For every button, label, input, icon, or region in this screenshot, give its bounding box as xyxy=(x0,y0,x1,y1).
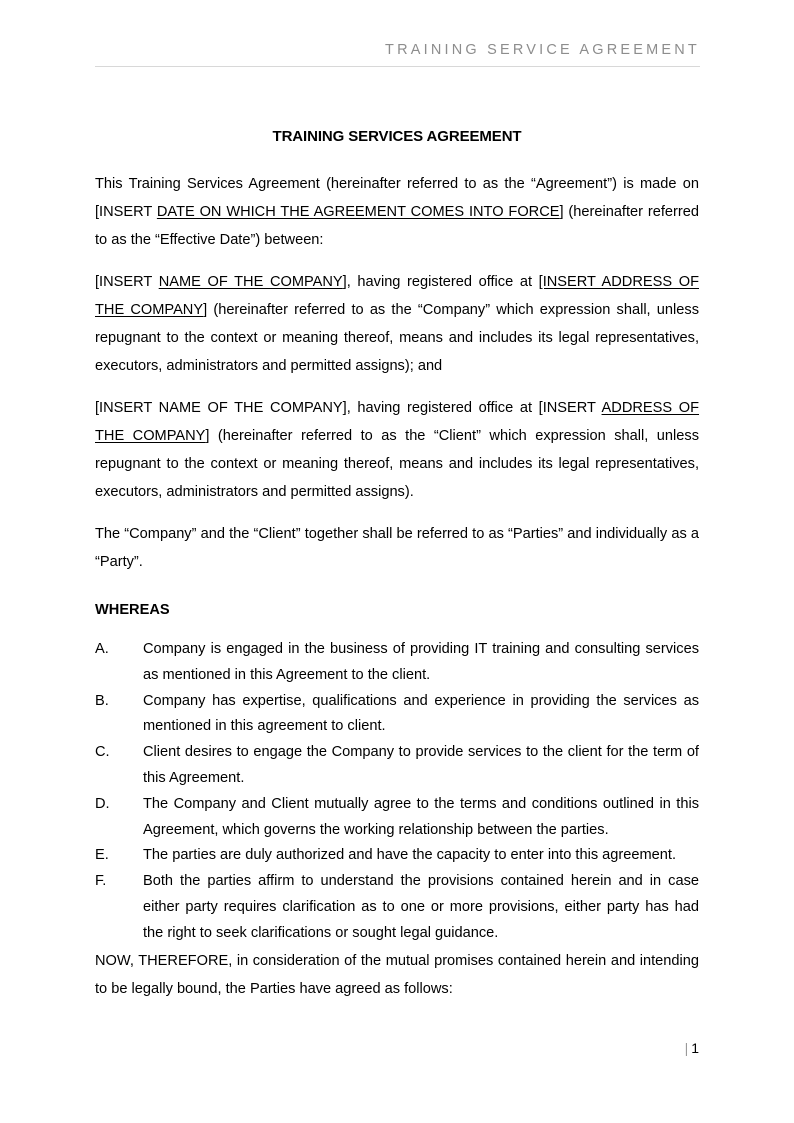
placeholder-company-address: [INSERT ADDRESS OF THE COMPANY xyxy=(95,274,699,318)
list-item-text: Company has expertise, qualifications and experience in providing the services as mentioned in this agreement to client. xyxy=(143,692,699,735)
document-footer xyxy=(95,1038,699,1058)
list-item-marker: D. xyxy=(95,795,110,812)
placeholder-effective-date: DATE ON WHICH THE AGREEMENT COMES INTO FORCE xyxy=(156,204,560,220)
list-item-text: Both the parties affirm to understand the provisions contained herein and in case either party requires clarification as to one or more provisions, either party has had the right to seek clarifications or sought legal guidance. xyxy=(143,873,699,941)
company-text-1: [INSERT xyxy=(95,274,159,290)
list-item-text: Company is engaged in the business of providing IT training and consulting services as mentioned in this Agreement to the client. xyxy=(143,641,699,683)
footer-separator: | xyxy=(684,1040,689,1056)
placeholder-client-address: ADDRESS OF THE COMPANY xyxy=(95,400,700,444)
whereas-heading: WHEREAS xyxy=(95,602,170,618)
list-item-marker: E. xyxy=(95,847,109,864)
list-item-marker: A. xyxy=(95,641,109,657)
paragraph-agreement-intro xyxy=(95,170,699,254)
header-divider xyxy=(95,66,700,67)
list-item-text: The parties are duly authorized and have the capacity to enter into this agreement. xyxy=(143,847,676,864)
placeholder-company-name: NAME OF THE COMPANY xyxy=(158,274,343,290)
paragraph-parties-definition: The “Company” and the “Client” together shall be referred to as “Parties” and individually as a “Party”. xyxy=(95,526,699,570)
list-item xyxy=(95,843,699,869)
list-item xyxy=(95,637,699,689)
paragraph-company-party xyxy=(95,268,699,380)
list-item xyxy=(95,792,699,844)
page-title: TRAINING SERVICES AGREEMENT xyxy=(272,128,522,145)
intro-text-after: ] (hereinafter referred to as the “Effective Date”) between: xyxy=(95,204,699,248)
paragraph-client-party xyxy=(95,394,699,506)
document-header xyxy=(95,40,700,67)
client-text-1: [INSERT NAME OF THE COMPANY], having registered office at [INSERT xyxy=(95,400,602,416)
client-text-2: ] (hereinafter referred to as the “Client” which expression shall, unless repugnant to the context or meaning thereof, means and includes its legal representatives, executors, administrators and permitted assigns). xyxy=(95,428,699,500)
list-item-text: Client desires to engage the Company to provide services to the client for the term of this Agreement. xyxy=(143,744,699,786)
list-item-marker: B. xyxy=(95,692,109,709)
page-number: 1 xyxy=(691,1040,699,1056)
company-text-2: ], having registered office at xyxy=(342,274,539,290)
list-item-marker: C. xyxy=(95,744,110,761)
intro-text-before: This Training Services Agreement (hereinafter referred to as the “Agreement”) is made on [INSERT xyxy=(95,176,699,220)
paragraph-now-therefore: NOW, THEREFORE, in consideration of the mutual promises contained herein and intending to be legally bound, the Parties have agreed as follows: xyxy=(95,952,699,997)
company-text-3: ] (hereinafter referred to as the “Company” which expression shall, unless repugnant to the context or meaning thereof, means and includes its legal representatives, executors, administrators and permitted assigns); and xyxy=(95,302,699,374)
list-item-text: The Company and Client mutually agree to the terms and conditions outlined in this Agreement, which governs the working relationship between the parties. xyxy=(143,795,699,838)
running-header-title: TRAINING SERVICE AGREEMENT xyxy=(385,42,700,58)
recitals-list xyxy=(95,637,699,947)
list-item xyxy=(95,689,699,741)
document-body xyxy=(95,126,699,1003)
list-item xyxy=(95,869,699,946)
list-item-marker: F. xyxy=(95,873,107,890)
list-item xyxy=(95,740,699,792)
